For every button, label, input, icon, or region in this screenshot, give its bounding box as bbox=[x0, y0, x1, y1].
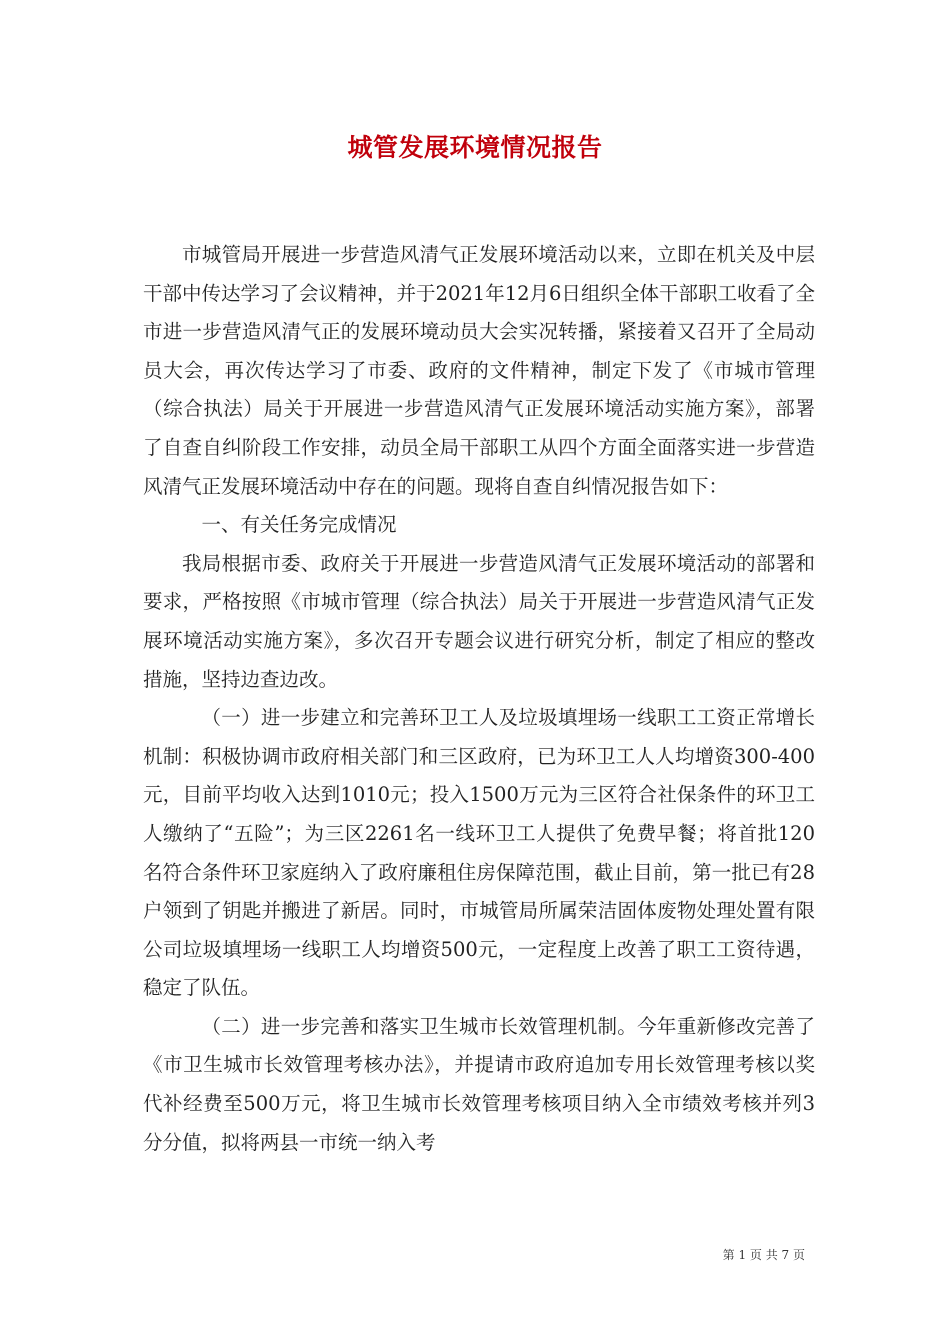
paragraph-intro: 市城管局开展进一步营造风清气正发展环境活动以来，立即在机关及中层干部中传达学习了会议精神，并于2021年12月6日组织全体干部职工收看了全市进一步营造风清气正的发展环境动员大会实况转播，紧接着又召开了全局动员大会，再次传达学习了市委、政府的文件精神，制定下发了《市城市管理（综合执法）局关于开展进一步营造风清气正发展环境活动实施方案》，部署了自查自纠阶段工作安排，动员全局干部职工从四个方面全面落实进一步营造风清气正发展环境活动中存在的问题。现将自查自纠情况报告如下： bbox=[143, 243, 815, 498]
page-number: 第 1 页 共 7 页 bbox=[722, 1248, 805, 1262]
section-heading-1: 一、有关任务完成情况 bbox=[201, 513, 397, 537]
paragraph-item-1: （一）进一步建立和完善环卫工人及垃圾填埋场一线职工工资正常增长机制：积极协调市政府相关部门和三区政府，已为环卫工人人均增资300-400元，目前平均收入达到1010元；投入1500万元为三区符合社保条件的环卫工人缴纳了“五险”；为三区2261名一线环卫工人提供了免费早餐；将首批120名符合条件环卫家庭纳入了政府廉租住房保障范围，截止目前，第一批已有28户领到了钥匙并搬进了新居。同时，市城管局所属荣洁固体废物处理处置有限公司垃圾填埋场一线职工人均增资500元，一定程度上改善了职工工资待遇，稳定了队伍。 bbox=[143, 706, 815, 1000]
document-title: 城管发展环境情况报告 bbox=[347, 133, 603, 162]
paragraph-item-2: （二）进一步完善和落实卫生城市长效管理机制。今年重新修改完善了《市卫生城市长效管理考核办法》，并提请市政府追加专用长效管理考核以奖代补经费至500万元，将卫生城市长效管理考核项目纳入全市绩效考核并列3分分值，拟将两县一市统一纳入考 bbox=[143, 1014, 815, 1154]
paragraph-section-1: 我局根据市委、政府关于开展进一步营造风清气正发展环境活动的部署和要求，严格按照《市城市管理（综合执法）局关于开展进一步营造风清气正发展环境活动实施方案》，多次召开专题会议进行研究分析，制定了相应的整改措施，坚持边查边改。 bbox=[143, 551, 815, 691]
document-body bbox=[143, 236, 815, 1162]
